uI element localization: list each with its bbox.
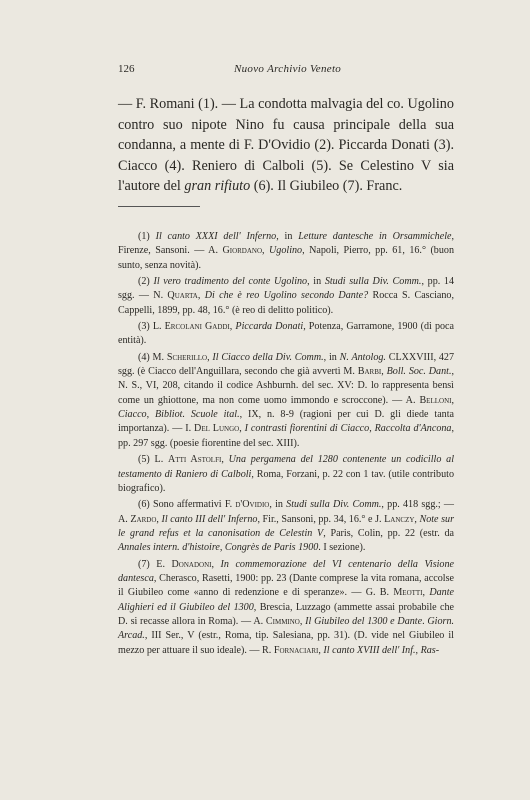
text-fragment: In commemorazione del VI centenario della Visione dantesca — [118, 558, 454, 584]
text-fragment: , Firenze, Sansoni. — A. — [118, 231, 455, 257]
text-fragment: Zardo — [130, 513, 157, 525]
text-fragment: Piccarda Donati — [235, 321, 304, 333]
text-fragment: , — [239, 423, 245, 435]
text-fragment: , pp. 418 sgg.; — A. — [118, 499, 454, 525]
text-fragment: d'Ovidio — [235, 499, 270, 511]
text-fragment: , — [381, 366, 387, 378]
text-fragment: , IX, n. 8-9 (ragioni per cui D. gli diede tanta importanza). — I. — [118, 409, 455, 435]
text-fragment: Studi sulla Div. Comm. — [286, 499, 382, 511]
footnotes — [118, 230, 454, 660]
text-fragment: Note sur le grand refus et la canonisation de Celestin V — [118, 513, 455, 539]
footnote-7 — [118, 558, 454, 658]
text-fragment: CLXXVIII, 427 sgg. (è Ciacco dell'Anguillara, secondo che già avvertì M. — [118, 351, 455, 378]
text-fragment: , in — [276, 231, 299, 242]
text-fragment: Il canto III dell' Inferno — [161, 513, 258, 525]
text-fragment: , Fir., Sansoni, pp. 34, 16.° e J. — [257, 513, 385, 525]
text-fragment: (7) E. — [138, 558, 172, 570]
text-fragment: , — [197, 290, 205, 302]
text-fragment: Una pergamena del 1280 contenente un codicillo al testamento di Raniero di Calboli — [118, 454, 454, 480]
footnote-2 — [118, 275, 454, 318]
text-fragment: (1) — [138, 231, 156, 242]
text-fragment: , — [229, 321, 236, 333]
text-fragment: , — [414, 513, 420, 525]
text-fragment: Studi sulla Div. Comm. — [324, 276, 422, 288]
text-fragment: Il Ciacco della Div. Comm. — [212, 351, 324, 363]
text-fragment: , Roma, Forzani, p. 22 con 1 tav. (utile contributo biografico). — [118, 468, 454, 494]
text-fragment: , N. S., VI, 208, citando il codice Ashburnh. del sec. XV: D. lo rappresenta bensì come un ghiottone, ma non come uomo immondo e scroccone). — A. — [118, 366, 455, 406]
body-text-part: — F. Romani (1). — La condotta malvagia del co. Ugolino contro suo nipote Nino fu causa principale della sua condanna, a mente di F. D'Ovidio (2). Piccarda Donati (3). Ciacco (4). Reniero di Calboli (5). Se Celestino V sia l'autore del — [118, 96, 454, 194]
text-fragment: , Cherasco, Rasetti, 1900: pp. 23 (Dante comprese la vita romana, accolse il Giubileo come «anno di redenzione e di speranze». — G. B. — [118, 572, 454, 599]
text-fragment: , in — [269, 499, 287, 511]
text-fragment: Dante Alighieri ed il Giubileo del 1300 — [118, 587, 455, 613]
text-fragment: , Potenza, Garramone, 1900 (di poca entità). — [118, 321, 455, 347]
text-fragment: . — [422, 615, 428, 627]
body-text-italic: gran rifiuto — [184, 178, 251, 194]
text-fragment: Ugolino — [269, 245, 303, 257]
body-paragraph — [118, 94, 454, 197]
text-fragment: Atti Astolfi — [168, 454, 222, 466]
text-fragment: , Napoli, Pierro, pp. 61, 16.° (buon sunto, senza novità). — [118, 245, 454, 271]
text-fragment: Cimmino — [265, 615, 300, 627]
text-fragment: , — [221, 454, 229, 466]
body-text — [118, 94, 454, 197]
text-fragment: , Paris, Colin, pp. 22 (estr. da — [323, 527, 454, 539]
text-fragment: Boll. Soc. Dant. — [386, 366, 452, 378]
footnote-1 — [118, 230, 454, 273]
text-fragment: Donadoni — [171, 558, 212, 570]
text-fragment: , Brescia, Luzzago (ammette assai probabile che D. si recasse allora in Roma). — A. — [118, 601, 454, 627]
text-fragment: Ercolani Gaddi — [164, 321, 230, 333]
text-fragment: I contrasti fiorentini di Ciacco, Raccolta d'Ancona — [244, 423, 452, 435]
text-fragment: , III Ser., V (estr., Roma, tip. Salesiana, pp. 31). (D. vide nel Giubileo il mezzo per attuare il suo ideale). — R. — [118, 630, 454, 656]
text-fragment: (5) L. — [138, 454, 169, 466]
text-fragment: (3) L. — [138, 321, 165, 333]
text-fragment: Il vero tradimento del conte Ugolino — [153, 276, 308, 288]
text-fragment: Lanczy — [384, 513, 415, 525]
text-fragment: Quarta — [167, 290, 198, 302]
text-fragment: Bibliot. Scuole ital. — [154, 409, 240, 421]
text-fragment: , — [318, 644, 324, 656]
text-fragment: Giordano — [222, 245, 263, 257]
text-fragment: Del Lungo — [194, 423, 240, 435]
text-fragment: Letture dantesche in Orsammichele — [298, 231, 452, 242]
text-fragment: , — [156, 513, 162, 525]
text-fragment: Annales intern. d'histoire, Congrès de Paris 1900 — [118, 542, 319, 554]
text-fragment: Ciacco — [118, 409, 147, 421]
text-fragment: , — [146, 409, 155, 421]
text-fragment: (6) Sono affermativi F. — [138, 499, 236, 511]
text-fragment: . I sezione). — [318, 542, 366, 554]
text-fragment: (2) — [138, 276, 154, 288]
text-fragment: , — [299, 615, 306, 627]
text-fragment: , in — [307, 276, 325, 288]
text-fragment: N. Antolog. — [339, 351, 386, 363]
text-fragment: , pp. 14 sgg. — N. — [118, 276, 455, 302]
text-fragment: Di che è reo Ugolino secondo Dante? — [204, 290, 369, 302]
text-fragment: Fornaciari — [273, 644, 319, 656]
text-fragment: , pp. 297 sgg. (poesie fiorentine del sec. XIII). — [118, 423, 455, 449]
text-fragment: Il canto XXXI dell' Inferno — [155, 231, 277, 242]
text-fragment: , in — [323, 351, 340, 363]
text-fragment: Giorn. Arcad. — [118, 615, 455, 642]
text-fragment: , — [207, 351, 213, 363]
text-fragment: (4) M. — [138, 351, 167, 363]
body-text-part: (6). Il Giubileo (7). Franc. — [250, 178, 403, 194]
text-fragment: Meotti — [393, 587, 423, 599]
footnote-4 — [118, 351, 454, 451]
text-fragment: Il Giubileo del 1300 e Dante — [305, 615, 423, 627]
text-fragment: , — [451, 394, 454, 406]
footnote-3 — [118, 320, 454, 349]
footnote-6 — [118, 498, 454, 555]
text-fragment: Rocca S. Casciano, Cappelli, 1899, pp. 48, 16.° (è reo di delitto politico). — [118, 290, 454, 316]
text-fragment: , — [422, 587, 430, 599]
text-fragment: , — [262, 245, 270, 257]
running-title: Nuovo Archivio Veneto — [234, 63, 342, 75]
text-fragment: Scherillo — [166, 351, 208, 363]
text-fragment: Belloni — [419, 394, 452, 406]
page-number: 126 — [118, 63, 135, 75]
text-fragment: Barbi — [357, 366, 382, 378]
text-fragment: , — [211, 558, 221, 570]
footnote-5 — [118, 453, 454, 496]
text-fragment: Il canto XVIII dell' Inf., Ras- — [323, 644, 440, 656]
footnote-separator — [118, 206, 200, 207]
